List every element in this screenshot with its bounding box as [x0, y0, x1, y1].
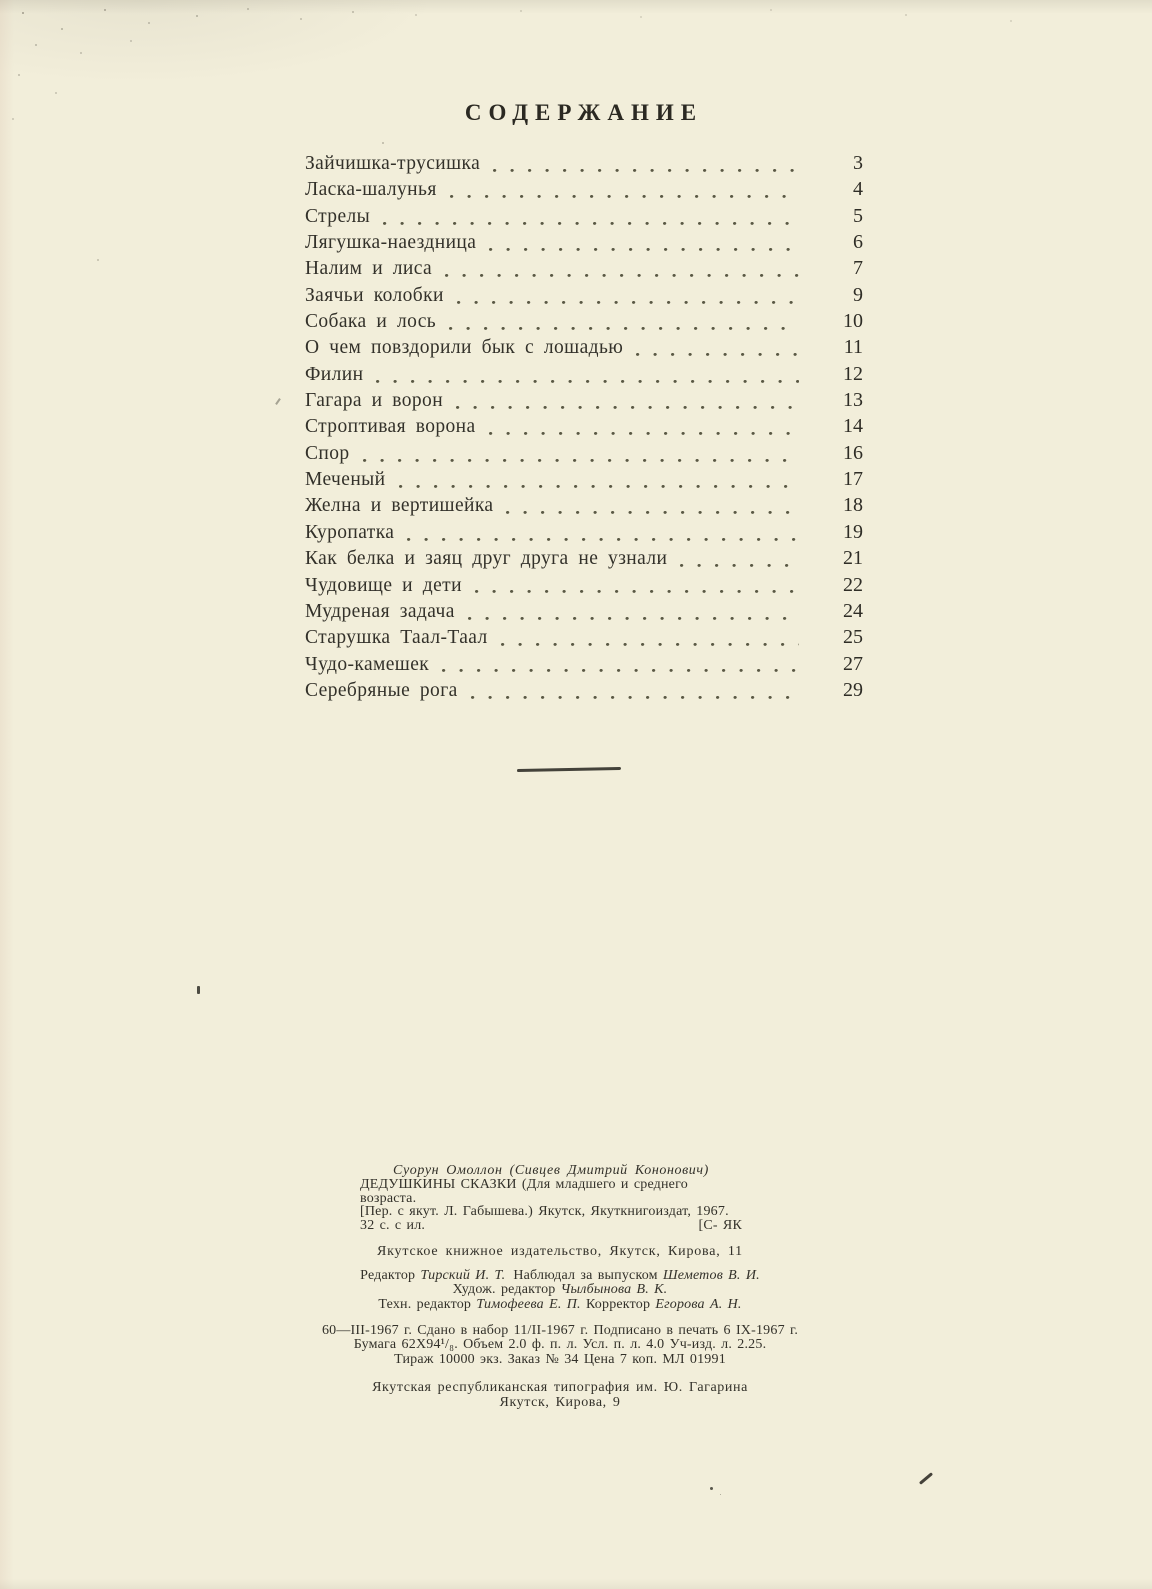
- toc-leader-dots: [449, 310, 799, 336]
- toc-entry-title: Куропатка: [305, 521, 395, 543]
- supervisor-name: Шеметов В. И.: [662, 1267, 760, 1283]
- toc-entry: [305, 574, 863, 600]
- tech-editor-line: [300, 1298, 820, 1313]
- toc-entry: [305, 494, 863, 520]
- toc-entry: [305, 152, 863, 178]
- print-run-line: Тираж 10000 экз. Заказ № 34 Цена 7 коп. МЛ 01991: [394, 1351, 726, 1367]
- toc-entry: [305, 310, 863, 336]
- toc-entry-title: Гагара и ворон: [305, 390, 444, 412]
- toc-entry: [305, 600, 863, 626]
- toc-entry-title: Меченый: [305, 469, 386, 491]
- toc-entry: [305, 363, 863, 389]
- toc-leader-dots: [456, 389, 799, 415]
- proofreader-role: Корректор: [580, 1296, 656, 1312]
- toc-entry: [305, 653, 863, 679]
- toc-leader-dots: [501, 626, 799, 652]
- toc-entry: [305, 442, 863, 468]
- toc-entry-title: Строптивая ворона: [305, 416, 476, 438]
- toc-entry-title: Как белка и заяц друг друга не узнали: [305, 548, 668, 570]
- ink-speck: [275, 398, 281, 405]
- toc-page-number: 9: [853, 283, 863, 306]
- toc-entry-title: Зайчишка-трусишка: [305, 153, 481, 174]
- toc-leader-dots: [450, 178, 799, 204]
- toc-entry: [305, 205, 863, 231]
- toc-entry-title: Налим и лиса: [305, 258, 433, 280]
- catalog-card: [360, 1164, 742, 1233]
- section-divider: [517, 767, 621, 772]
- toc-entry: [305, 178, 863, 204]
- toc-page-number: 18: [843, 494, 863, 517]
- toc-list: [305, 152, 863, 705]
- toc-page-number: 27: [843, 652, 863, 675]
- printer-address-line: Якутск, Кирова, 9: [499, 1395, 621, 1411]
- toc-entry: [305, 231, 863, 257]
- toc-page-number: 10: [843, 310, 863, 333]
- table-of-contents: [305, 100, 863, 705]
- toc-page-number: 7: [853, 257, 863, 280]
- toc-leader-dots: [471, 679, 799, 705]
- toc-leader-dots: [489, 231, 799, 257]
- toc-entry-title: О чем повздорили бык с лошадью: [305, 337, 624, 359]
- toc-page-number: 12: [843, 362, 863, 385]
- toc-entry-title: Серебряные рога: [305, 679, 458, 701]
- toc-page-number: 24: [843, 599, 863, 622]
- toc-leader-dots: [680, 547, 799, 573]
- toc-entry-title: Лягушка-наездница: [305, 232, 477, 254]
- toc-entry-title: Ласка-шалунья: [305, 179, 437, 201]
- toc-page-number: 19: [843, 520, 863, 543]
- toc-page-number: 17: [843, 468, 863, 491]
- paper-format-line: Бумага 62Х94¹/₈. Объем 2.0 ф. п. л. Усл. п. л. 4.0 Уч-изд. л. 2.25.: [353, 1337, 767, 1353]
- toc-leader-dots: [445, 257, 799, 283]
- tech-editor-role: Техн. редактор: [378, 1296, 477, 1312]
- art-editor-line: [300, 1283, 820, 1298]
- editor-line: [300, 1269, 820, 1284]
- toc-entry: [305, 468, 863, 494]
- toc-page-number: 21: [843, 547, 863, 570]
- toc-page-number: 29: [843, 678, 863, 701]
- toc-entry: [305, 626, 863, 652]
- toc-entry: [305, 257, 863, 283]
- toc-leader-dots: [399, 468, 800, 494]
- toc-page-number: 22: [843, 573, 863, 596]
- proofreader-name: Егорова А. Н.: [655, 1296, 742, 1312]
- ink-speck: [197, 986, 200, 994]
- toc-entry: [305, 415, 863, 441]
- toc-entry-title: Стрелы: [305, 205, 371, 227]
- publisher-line: Якутское книжное издательство, Якутск, Кирова, 11: [377, 1243, 743, 1259]
- toc-page-number: 13: [843, 389, 863, 412]
- toc-leader-dots: [468, 600, 799, 626]
- toc-leader-dots: [407, 521, 799, 547]
- toc-entry: [305, 679, 863, 705]
- toc-entry: [305, 336, 863, 362]
- art-editor-role: Худож. редактор: [452, 1282, 561, 1298]
- art-editor-name: Чылбынова В. К.: [560, 1282, 668, 1298]
- pages-count: 32 с. с ил.: [360, 1218, 426, 1234]
- toc-leader-dots: [376, 363, 799, 389]
- imprint-line: [Пер. с якут. Л. Габышева.) Якутск, Якуткнигоиздат, 1967.: [360, 1204, 729, 1220]
- toc-leader-dots: [457, 284, 799, 310]
- toc-page-number: 11: [843, 336, 863, 359]
- toc-leader-dots: [493, 152, 799, 178]
- toc-entry-title: Желна и вертишейка: [305, 495, 494, 517]
- toc-entry-title: Мудреная задача: [305, 600, 455, 622]
- editor-name: Тирский И. Т.: [420, 1267, 506, 1283]
- toc-page-number: 25: [843, 626, 863, 649]
- ink-speck: [710, 1487, 713, 1490]
- toc-leader-dots: [475, 574, 799, 600]
- toc-entry-title: Заячьи колобки: [305, 284, 444, 306]
- toc-leader-dots: [442, 653, 799, 679]
- book-title-line: ДЕДУШКИНЫ СКАЗКИ (Для младшего и среднего возраста.: [360, 1176, 688, 1206]
- toc-page-number: 5: [853, 204, 863, 227]
- print-data-block: [300, 1324, 820, 1368]
- toc-page-number: 16: [843, 441, 863, 464]
- toc-page-number: 3: [853, 152, 863, 174]
- colophon: [300, 1164, 820, 1410]
- page-title: СОДЕРЖАНИЕ: [464, 100, 704, 125]
- pencil-mark: [919, 1472, 933, 1485]
- scan-noise: [0, 0, 2, 2]
- pages-line: [360, 1219, 742, 1233]
- toc-entry: [305, 521, 863, 547]
- tech-editor-name: Тимофеева Е. П.: [476, 1296, 581, 1312]
- toc-page-number: 4: [853, 178, 863, 201]
- toc-page-number: 6: [853, 231, 863, 254]
- toc-entry-title: Собака и лось: [305, 311, 437, 333]
- toc-entry: [305, 389, 863, 415]
- print-dates-line: 60—III-1967 г. Сдано в набор 11/II-1967 г. Подписано в печать 6 IX-1967 г.: [321, 1322, 799, 1338]
- toc-leader-dots: [383, 205, 799, 231]
- toc-leader-dots: [636, 336, 799, 362]
- printing-house-line: Якутская республиканская типография им. Ю. Гагарина: [372, 1380, 748, 1396]
- toc-entry-title: Спор: [305, 442, 350, 464]
- toc-entry-title: Филин: [305, 363, 364, 385]
- supervisor-role: Наблюдал за выпуском: [513, 1267, 663, 1283]
- staff-block: [300, 1269, 820, 1313]
- toc-entry-title: Старушка Таал-Таал: [305, 627, 488, 649]
- editor-role: Редактор: [360, 1267, 421, 1283]
- toc-leader-dots: [506, 494, 799, 520]
- toc-entry: [305, 547, 863, 573]
- toc-leader-dots: [489, 415, 799, 441]
- toc-entry-title: Чудо-камешек: [305, 653, 430, 675]
- toc-page-number: 14: [843, 415, 863, 438]
- classification-mark: [С- ЯК: [698, 1218, 742, 1234]
- author-line: Суорун Омоллон (Сивцев Дмитрий Кононович): [393, 1163, 709, 1178]
- printer-block: [300, 1380, 820, 1410]
- toc-entry: [305, 284, 863, 310]
- toc-entry-title: Чудовище и дети: [305, 574, 462, 596]
- toc-leader-dots: [363, 442, 799, 468]
